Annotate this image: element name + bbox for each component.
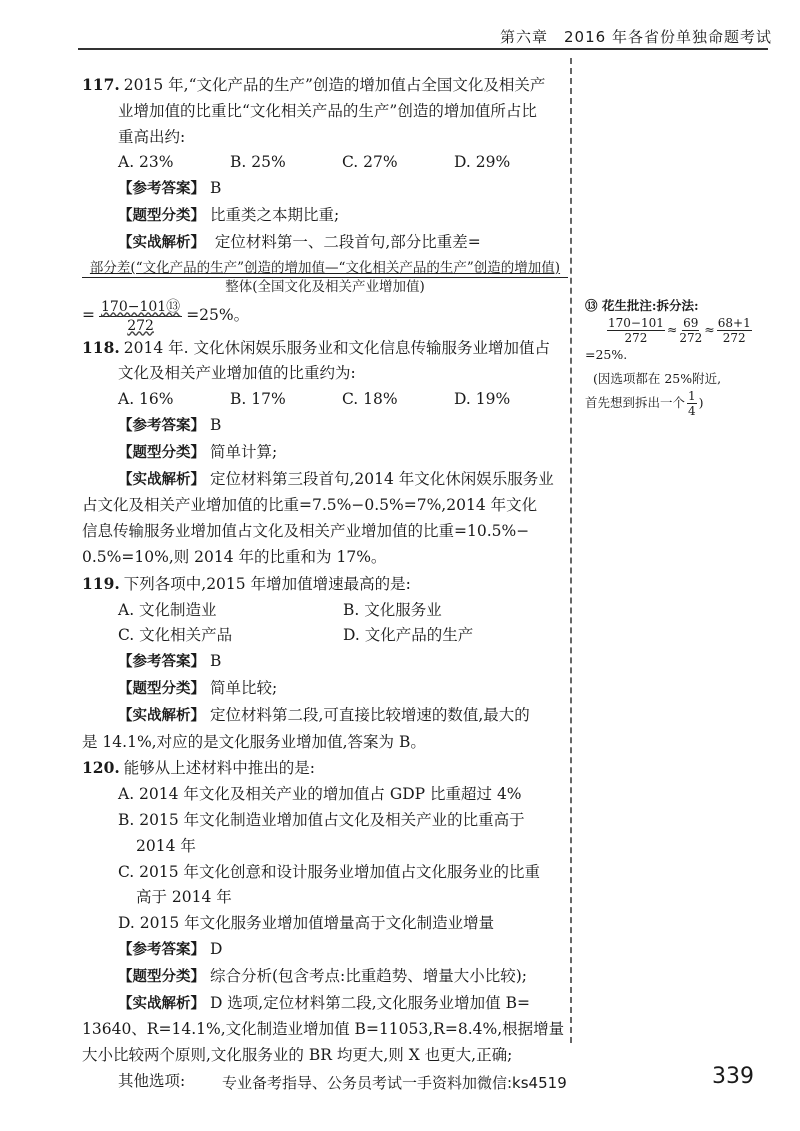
q120-answer-value: D — [209, 939, 223, 958]
q120-option-b-line2: 2014 年 — [136, 836, 196, 855]
q119-analysis-line2: 是 14.1%,对应的是文化服务业增加值,答案为 B。 — [82, 732, 426, 751]
type-label: 【题型分类】 — [118, 444, 205, 461]
q120-answer — [82, 937, 568, 964]
q119-options-row2 — [82, 623, 568, 649]
sidenote-frac2-den: 272 — [679, 331, 703, 345]
q119-analysis-line1: 定位材料第二段,可直接比较增速的数值,最大的 — [209, 705, 530, 724]
sidenote-result: =25%. — [585, 347, 628, 362]
q118-option-a: A. 16% — [118, 390, 174, 409]
q118-analysis-line2: 占文化及相关产业增加值的比重=7.5%−0.5%=7%,2014 年文化 — [82, 496, 538, 515]
q117-options — [82, 150, 568, 176]
q119-type-value: 简单比较; — [209, 678, 278, 697]
q118-option-d: D. 19% — [454, 390, 511, 409]
q119-option-a: A. 文化制造业 — [118, 600, 217, 619]
analysis-label: 【实战解析】 — [118, 995, 205, 1012]
q118-analysis-line1: 定位材料第三段首句,2014 年文化休闲娱乐服务业 — [209, 469, 554, 488]
sidenote-title: ⑬ 花生批注:拆分法: — [585, 298, 699, 313]
q117-formula — [82, 259, 568, 296]
sidenote-note-close: ) — [698, 395, 704, 410]
sidenote-equation — [585, 316, 785, 345]
q120-stem-text: 能够从上述材料中推出的是: — [123, 759, 315, 778]
main-column — [82, 72, 568, 1095]
q117-option-c: C. 27% — [342, 153, 398, 172]
q118-analysis-line3: 信息传输服务业增加值占文化及相关产业增加值的比重=10.5%− — [82, 522, 530, 541]
q118-answer-value: B — [209, 415, 222, 434]
q117-formula-numerator: 部分差(“文化产品的生产”创造的增加值—“文化相关产品的生产”创造的增加值) — [82, 259, 568, 278]
q119-type — [82, 676, 568, 703]
answer-label: 【参考答案】 — [118, 181, 205, 198]
q119-answer — [82, 649, 568, 676]
q117-eq-denominator: 272 — [127, 317, 154, 334]
sidenote-frac2 — [679, 316, 702, 345]
type-label: 【题型分类】 — [118, 680, 205, 697]
q119-option-c: C. 文化相关产品 — [118, 626, 233, 645]
analysis-label: 【实战解析】 — [118, 471, 205, 488]
q117-answer — [82, 176, 568, 203]
approx-sign: ≈ — [666, 322, 678, 337]
sidenote-frac3-den: 272 — [722, 331, 746, 345]
analysis-label: 【实战解析】 — [118, 234, 205, 251]
sidenote-frac1 — [607, 316, 665, 345]
running-header: 第六章 2016 年各省份单独命题考试 — [500, 28, 772, 46]
q120-option-c-line1: C. 2015 年文化创意和设计服务业增加值占文化服务业的比重 — [118, 862, 541, 881]
q120-analysis-line1: D 选项,定位材料第二段,文化服务业增加值 B= — [209, 993, 530, 1012]
q118-type — [82, 440, 568, 467]
header-rule — [78, 48, 768, 50]
q117-stem-line3: 重高出约: — [118, 127, 186, 146]
sidenote-frac2-num: 69 — [683, 316, 699, 330]
q119-option-b: B. 文化服务业 — [343, 600, 442, 619]
q120-type-value: 综合分析(包含考点:比重趋势、增量大小比较); — [209, 966, 527, 985]
q117-answer-value: B — [209, 179, 222, 198]
q120-analysis-line4: 其他选项: — [118, 1071, 186, 1090]
q120-option-d: D. 2015 年文化服务业增加值增量高于文化制造业增量 — [118, 914, 495, 933]
q118-option-c: C. 18% — [342, 390, 398, 409]
q120-analysis-line2: 13640、R=14.1%,文化制造业增加值 B=11053,R=8.4%,根据增量 — [82, 1020, 565, 1039]
sidenote-frac3-num: 68+1 — [717, 316, 751, 330]
q117-option-a: A. 23% — [118, 153, 174, 172]
q119-number: 119. — [82, 573, 120, 593]
analysis-label: 【实战解析】 — [118, 707, 205, 724]
q117-eq-result: =25%。 — [186, 306, 250, 325]
answer-label: 【参考答案】 — [118, 654, 205, 671]
sidenote-frac1-den: 272 — [624, 331, 648, 345]
sidenote-frac1-num: 170−101 — [608, 316, 664, 330]
q120-analysis — [82, 991, 568, 1018]
q117-stem-line1: 2015 年,“文化产品的生产”创造的增加值占全国文化及相关产 — [123, 76, 546, 94]
q117-type-value: 比重类之本期比重; — [209, 205, 340, 224]
sidenote-note-line2 — [585, 389, 785, 418]
q119-stem — [82, 571, 568, 598]
footer-text: 专业备考指导、公务员考试一手资料加微信:ks4519 — [222, 1074, 567, 1092]
q119-stem-text: 下列各项中,2015 年增加值增速最高的是: — [123, 574, 411, 593]
q119-options-row1 — [82, 598, 568, 624]
margin-divider — [570, 58, 572, 1043]
q118-stem-line1: 2014 年. 文化休闲娱乐服务业和文化信息传输服务业增加值占 — [123, 338, 550, 357]
q117-stem — [82, 72, 568, 99]
q117-eq-prefix: = — [82, 306, 95, 325]
q117-type — [82, 203, 568, 230]
type-label: 【题型分类】 — [118, 207, 205, 224]
q118-number: 118. — [82, 337, 120, 357]
q118-stem — [82, 335, 568, 362]
q118-analysis — [82, 467, 568, 494]
q117-eq-fraction — [99, 298, 182, 335]
sidenote-frac3 — [717, 316, 752, 345]
q118-option-b: B. 17% — [230, 390, 286, 409]
q118-answer — [82, 413, 568, 440]
q117-analysis-line1: 定位材料第一、二段首句,部分比重差= — [214, 232, 481, 251]
q118-stem-line2: 文化及相关产业增加值的比重约为: — [118, 364, 356, 383]
q117-equation — [82, 298, 568, 335]
sidenote-quarter-frac — [687, 389, 697, 418]
page-number: 339 — [712, 1064, 754, 1089]
q120-stem — [82, 755, 568, 782]
q120-option-a: A. 2014 年文化及相关产业的增加值占 GDP 比重超过 4% — [118, 785, 522, 804]
answer-label: 【参考答案】 — [118, 941, 205, 958]
sidenote-quarter-num: 1 — [688, 389, 696, 403]
q119-analysis — [82, 703, 568, 730]
q117-stem-line2: 业增加值的比重比“文化相关产品的生产”创造的增加值所占比 — [118, 101, 537, 120]
q119-answer-value: B — [209, 652, 222, 671]
sidenote — [585, 296, 785, 418]
q118-options — [82, 387, 568, 413]
q118-type-value: 简单计算; — [209, 442, 278, 461]
q117-option-d: D. 29% — [454, 153, 511, 172]
q120-option-c-line2: 高于 2014 年 — [136, 888, 232, 907]
q120-option-b-line1: B. 2015 年文化制造业增加值占文化及相关产业的比重高于 — [118, 810, 525, 829]
type-label: 【题型分类】 — [118, 968, 205, 985]
q117-option-b: B. 25% — [230, 153, 286, 172]
sidenote-quarter-den: 4 — [688, 404, 696, 418]
sidenote-note-line1: (因选项都在 25%附近, — [593, 371, 722, 386]
q118-analysis-line4: 0.5%=10%,则 2014 年的比重和为 17%。 — [82, 547, 387, 566]
q117-analysis — [82, 230, 568, 257]
q117-number: 117. — [82, 75, 120, 94]
q120-type — [82, 964, 568, 991]
q117-eq-numerator: 170−101⑬ — [101, 298, 181, 315]
q120-analysis-line3: 大小比较两个原则,文化服务业的 BR 均更大,则 X 也更大,正确; — [82, 1046, 513, 1065]
q120-number: 120. — [82, 758, 120, 778]
sidenote-note-text: 首先想到拆出一个 — [585, 395, 686, 410]
approx-sign: ≈ — [704, 322, 715, 337]
q119-option-d: D. 文化产品的生产 — [343, 626, 474, 645]
q117-formula-denominator: 整体(全国文化及相关产业增加值) — [225, 278, 425, 295]
answer-label: 【参考答案】 — [118, 417, 205, 434]
